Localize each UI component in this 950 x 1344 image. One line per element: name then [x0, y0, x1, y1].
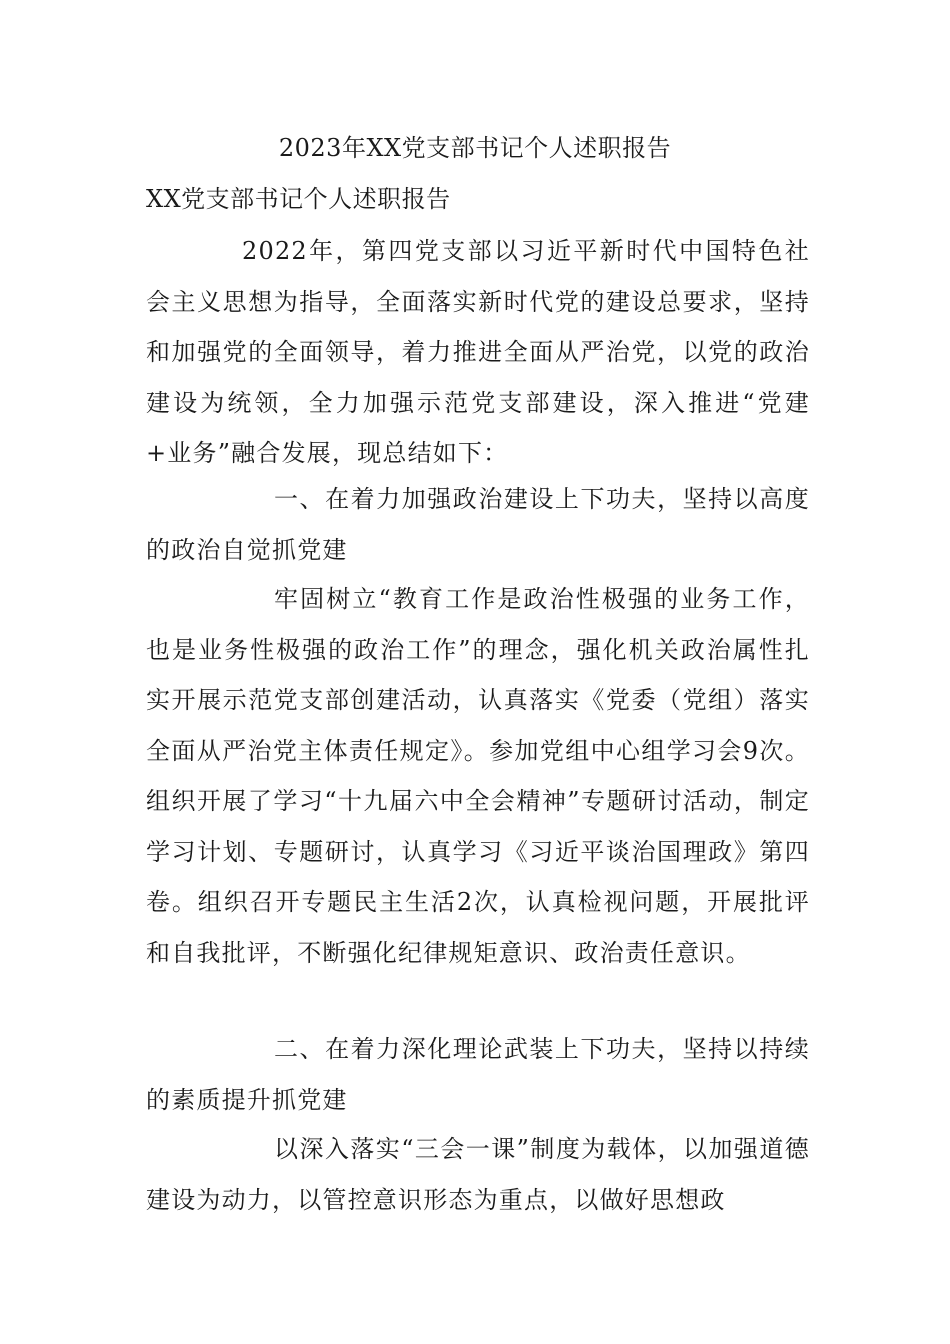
- section-1-paragraph: 牢固树立“教育工作是政治性极强的业务工作，也是业务性极强的政治工作”的理念，强化机关政治属性扎实开展示范党支部创建活动，认真落实《党委（党组）落实全面从严治党主体责任规定》。参加党组中心组学习会9次。组织开展了学习“十九届六中全会精神”专题研讨活动，制定学习计划、专题研讨，认真学习《习近平谈治国理政》第四卷。组织召开专题民主生活2次，认真检视问题，开展批评和自我批评，不断强化纪律规矩意识、政治责任意识。: [146, 585, 810, 967]
- intro-paragraph: 2022年，第四党支部以习近平新时代中国特色社会主义思想为指导，全面落实新时代党的建设总要求，坚持和加强党的全面领导，着力推进全面从严治党，以党的政治建设为统领，全力加强示范党支部建设，深入推进“党建+业务”融合发展，现总结如下：: [146, 237, 810, 467]
- document-title: 2023年XX党支部书记个人述职报告: [278, 134, 672, 162]
- section-2-paragraph: 以深入落实“三会一课”制度为载体，以加强道德建设为动力，以管控意识形态为重点，以做好思想政: [146, 1135, 810, 1214]
- document-subtitle: XX党支部书记个人述职报告: [146, 185, 451, 213]
- section-1-heading: 一、在着力加强政治建设上下功夫，坚持以高度的政治自觉抓党建: [146, 485, 810, 564]
- section-2-heading: 二、在着力深化理论武装上下功夫，坚持以持续的素质提升抓党建: [146, 1035, 810, 1114]
